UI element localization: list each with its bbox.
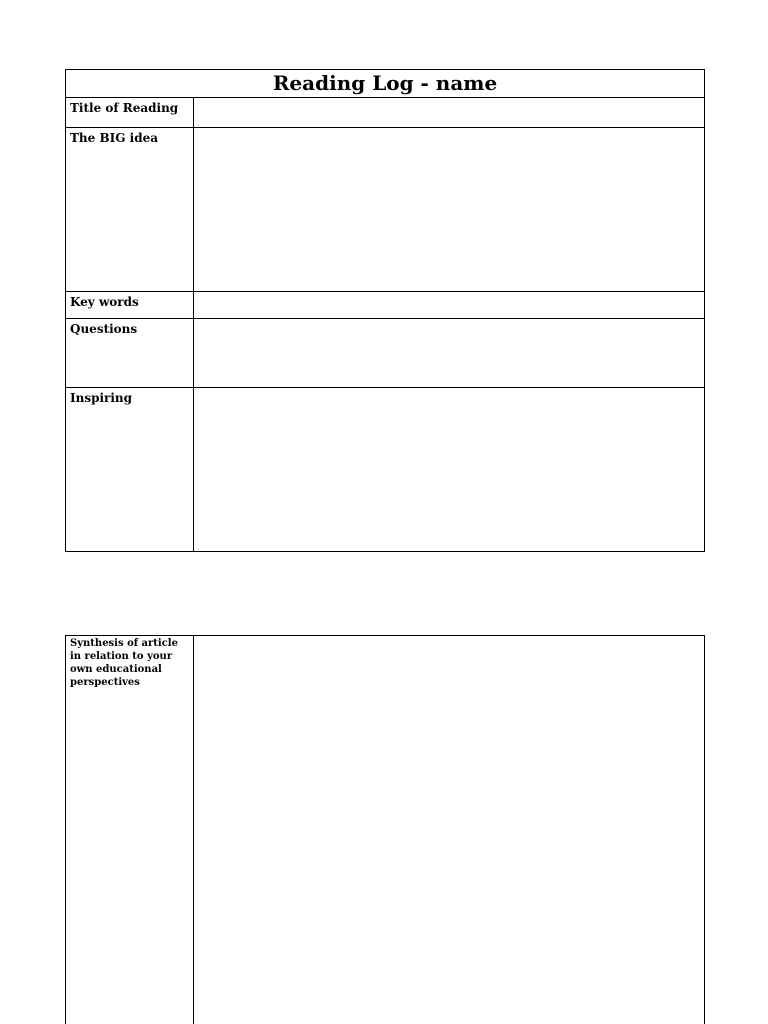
key-words-label: Key words <box>66 292 194 319</box>
title-of-reading-label: Title of Reading <box>66 98 194 128</box>
title-row <box>66 70 705 98</box>
reading-log-table <box>65 69 705 552</box>
table-row <box>66 128 705 292</box>
table-row <box>66 292 705 319</box>
questions-field[interactable] <box>194 319 705 388</box>
synthesis-table <box>65 635 705 1024</box>
big-idea-label: The BIG idea <box>66 128 194 292</box>
key-words-field[interactable] <box>194 292 705 319</box>
table-row <box>66 388 705 552</box>
inspiring-label: Inspiring <box>66 388 194 552</box>
big-idea-field[interactable] <box>194 128 705 292</box>
table-row <box>66 636 705 1024</box>
synthesis-label: Synthesis of article in relation to your own educational perspectives <box>66 636 194 1024</box>
inspiring-field[interactable] <box>194 388 705 552</box>
table-row <box>66 319 705 388</box>
synthesis-field[interactable] <box>194 636 705 1024</box>
questions-label: Questions <box>66 319 194 388</box>
title-of-reading-field[interactable] <box>194 98 705 128</box>
page-title: Reading Log - name <box>66 70 705 98</box>
table-row <box>66 98 705 128</box>
